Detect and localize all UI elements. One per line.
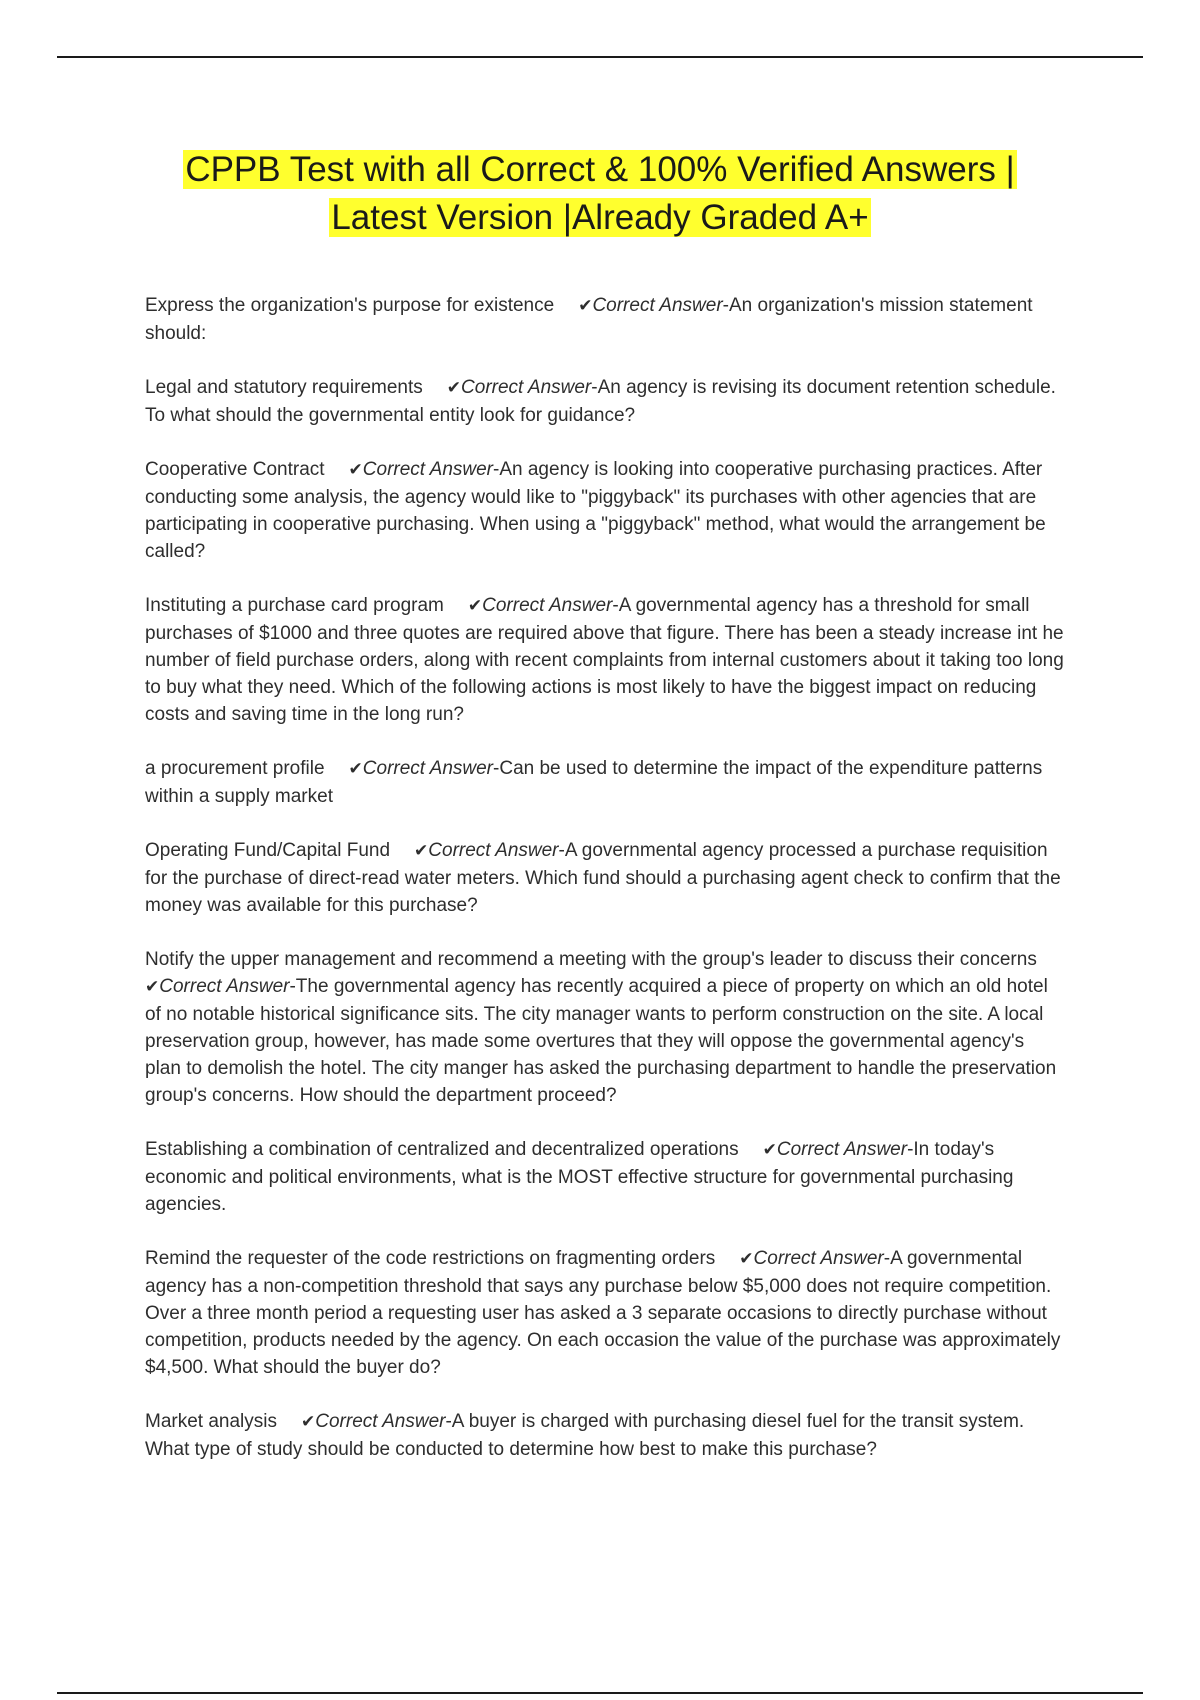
qa-item — [145, 374, 1065, 429]
correct-answer-label: Correct Answer — [362, 459, 494, 480]
separator: - — [493, 758, 500, 779]
question-text: In today's economic and political environments, what is the MOST effective structure for governmental purchasing agencies. — [145, 1139, 1014, 1215]
separator: - — [289, 976, 296, 997]
correct-answer-label: Correct Answer — [482, 595, 613, 616]
question-text: An agency is revising its document retention schedule. To what should the governmental entity look for guidance? — [145, 377, 1056, 426]
correct-answer-label: Correct Answer — [362, 758, 494, 779]
correct-answer-label: Correct Answer — [592, 295, 723, 316]
qa-item — [145, 1408, 1065, 1463]
question-text: An agency is looking into cooperative purchasing practices. After conducting some analysis, the agency would like to "piggyback" its purchases with other agencies that are participating in cooperative purchasing. When using a "piggyback" method, what would the arrangement be called? — [145, 459, 1046, 562]
document-title — [100, 146, 1100, 242]
separator: - — [445, 1411, 452, 1432]
checkmark-icon: ✔ — [301, 1412, 316, 1432]
answer-text: Cooperative Contract — [145, 459, 325, 480]
question-text: A governmental agency has a threshold for small purchases of $1000 and three quotes are required above that figure. There has been a steady increase int he number of field purchase orders, along with recent complaints from internal customers about it taking too long to buy what they need. Which of the following actions is most likely to have the biggest impact on reducing costs and saving time in the long run? — [145, 595, 1064, 725]
checkmark-icon: ✔ — [578, 296, 593, 316]
qa-item — [145, 456, 1065, 565]
answer-text: Establishing a combination of centralized and decentralized operations — [145, 1139, 739, 1160]
answer-text: a procurement profile — [145, 758, 325, 779]
qa-list — [145, 292, 1065, 1490]
answer-text: Instituting a purchase card program — [145, 595, 444, 616]
checkmark-icon: ✔ — [348, 759, 363, 779]
question-text: A buyer is charged with purchasing diesel fuel for the transit system. What type of study should be conducted to determine how best to make this purchase? — [145, 1411, 1025, 1460]
correct-answer-label: Correct Answer — [159, 976, 290, 997]
answer-text: Operating Fund/Capital Fund — [145, 840, 391, 861]
question-text: Can be used to determine the impact of the expenditure patterns within a supply market — [145, 758, 1043, 807]
correct-answer-label: Correct Answer — [428, 840, 559, 861]
checkmark-icon: ✔ — [446, 378, 462, 398]
separator: - — [883, 1248, 891, 1269]
separator: - — [907, 1139, 914, 1160]
checkmark-icon: ✔ — [762, 1140, 777, 1160]
qa-item — [145, 946, 1065, 1109]
correct-answer-label: Correct Answer — [776, 1139, 908, 1160]
question-text: A governmental agency has a non-competition threshold that says any purchase below $5,000 does not require competition. Over a three month period a requesting user has asked a 3 separate occasions to directly purchase without competition, products needed by the agency. On each occasion the value of the purchase was approximately $4,500. What should the buyer do? — [145, 1248, 1061, 1378]
correct-answer-label: Correct Answer — [753, 1248, 884, 1269]
separator: - — [493, 459, 500, 480]
question-text: An organization's mission statement should: — [145, 295, 1033, 344]
checkmark-icon: ✔ — [739, 1249, 754, 1269]
footer-rule — [57, 1692, 1143, 1694]
correct-answer-label: Correct Answer — [461, 377, 592, 398]
header-rule — [57, 56, 1143, 58]
correct-answer-label: Correct Answer — [315, 1411, 446, 1432]
separator: - — [591, 377, 598, 398]
checkmark-icon: ✔ — [467, 596, 483, 616]
checkmark-icon: ✔ — [145, 977, 160, 997]
qa-item — [145, 1245, 1065, 1381]
checkmark-icon: ✔ — [348, 460, 363, 480]
answer-text: Remind the requester of the code restrictions on fragmenting orders — [145, 1248, 716, 1269]
separator: - — [722, 295, 729, 316]
qa-item — [145, 1136, 1065, 1218]
separator: - — [558, 840, 565, 861]
question-text: A governmental agency processed a purchase requisition for the purchase of direct-read water meters. Which fund should a purchasing agent check to confirm that the money was available for this purchase? — [145, 840, 1061, 916]
qa-item — [145, 837, 1065, 919]
question-text: The governmental agency has recently acquired a piece of property on which an old hotel of no notable historical significance sits. The city manager wants to perform construction on the site. A local preservation group, however, has made some overtures that they will oppose the governmental agency's plan to demolish the hotel. The city manger has asked the purchasing department to handle the preservation group's concerns. How should the department proceed? — [145, 976, 1057, 1106]
checkmark-icon: ✔ — [414, 841, 429, 861]
separator: - — [612, 595, 619, 616]
qa-item — [145, 592, 1065, 728]
title-line-2: Latest Version |Already Graded A+ — [331, 198, 869, 237]
qa-item — [145, 292, 1065, 347]
answer-text: Express the organization's purpose for existence — [145, 295, 555, 316]
qa-item — [145, 755, 1065, 810]
answer-text: Legal and statutory requirements — [145, 377, 423, 398]
title-line-1: CPPB Test with all Correct & 100% Verified Answers | — [185, 150, 1015, 189]
answer-text: Market analysis — [145, 1411, 277, 1432]
answer-text: Notify the upper management and recommend a meeting with the group's leader to discuss their concerns — [145, 949, 1037, 970]
